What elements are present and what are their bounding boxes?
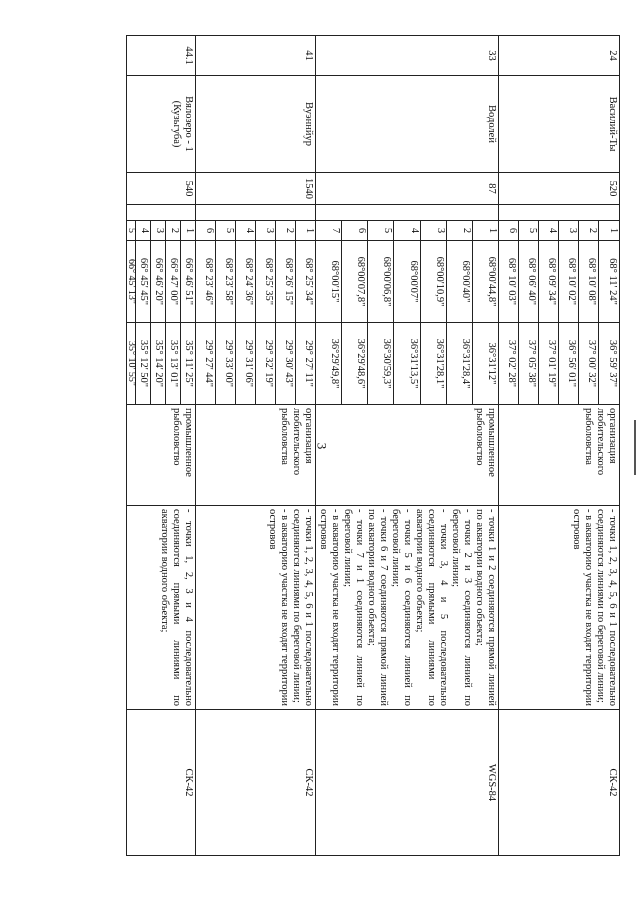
latitude-value: 68° 10' 08" (579, 241, 599, 323)
point-number: 2 (276, 221, 296, 241)
latitude-value: 66° 47' 00" (166, 241, 181, 323)
latitude-value: 68° 23' 58" (216, 241, 236, 323)
boundary-description: - точки 1 и 2 соединяются прямой линией по акватории водного объекта; - точки 2 и 3 соединяются линией по береговой линии; - точки 3, 4 и 5 последовательно соединяются прямыми линиями по акватории водного объекта; - точки 5 и 6 соединяются линией по береговой линии; - точки 6 и 7 соединяются прямой линией по акватории водного объекта; - точки 7 и 1 соединяются линией по береговой линии; - в акваторию участка не входят территории островов (316, 506, 499, 710)
point-number: 6 (499, 221, 519, 241)
point-number: 1 (181, 221, 196, 241)
point-number: 3 (420, 221, 446, 241)
longitude-value: 36°30'59,3" (368, 323, 394, 405)
latitude-value: 68° 25' 35" (256, 241, 276, 323)
latitude-value: 68° 10' 02" (559, 241, 579, 323)
latitude-value: 68°00'44,8" (472, 241, 498, 323)
row-number: 24 (499, 36, 620, 76)
point-number: 4 (394, 221, 420, 241)
point-number: 5 (519, 221, 539, 241)
area-value: 520 (499, 173, 620, 205)
longitude-value: 37° 00' 32" (579, 323, 599, 405)
point-number: 5 (216, 221, 236, 241)
latitude-value: 68° 06' 40" (519, 241, 539, 323)
point-number: 2 (166, 221, 181, 241)
longitude-value: 29° 27' 11" (296, 323, 316, 405)
longitude-value: 37° 05' 38" (519, 323, 539, 405)
row-number: 44.1 (127, 36, 196, 76)
page-number: 3 (314, 442, 330, 450)
longitude-value: 36° 56' 01" (559, 323, 579, 405)
empty-column (499, 205, 620, 221)
point-number: 5 (127, 221, 136, 241)
point-number: 2 (446, 221, 472, 241)
longitude-value: 35° 13' 01" (166, 323, 181, 405)
rotated-table-container (95, 35, 620, 855)
table-row (599, 36, 620, 856)
latitude-value: 68° 25' 34" (296, 241, 316, 323)
point-number: 7 (316, 221, 342, 241)
page-edge-mark (634, 420, 636, 475)
longitude-value: 35° 12' 50" (136, 323, 151, 405)
longitude-value: 36° 59' 37" (599, 323, 620, 405)
row-number: 41 (196, 36, 316, 76)
longitude-value: 29° 33' 00" (216, 323, 236, 405)
point-number: 3 (256, 221, 276, 241)
table-body (127, 36, 620, 856)
longitude-value: 35° 11' 25" (181, 323, 196, 405)
empty-column (316, 205, 499, 221)
longitude-value: 36°31'12" (472, 323, 498, 405)
longitude-value: 37° 01' 19" (539, 323, 559, 405)
point-number: 1 (599, 221, 620, 241)
longitude-value: 29° 31' 06" (236, 323, 256, 405)
point-number: 1 (472, 221, 498, 241)
area-value: 540 (127, 173, 196, 205)
latitude-value: 68° 24' 36" (236, 241, 256, 323)
latitude-value: 68°00'07,8" (342, 241, 368, 323)
longitude-value: 35° 14' 20" (151, 323, 166, 405)
longitude-value: 36°29'48,6" (342, 323, 368, 405)
empty-column (196, 205, 316, 221)
longitude-value: 36°31'13,5" (394, 323, 420, 405)
longitude-value: 29° 32' 19" (256, 323, 276, 405)
table-viewport (95, 35, 620, 855)
latitude-value: 68° 09' 34" (539, 241, 559, 323)
latitude-value: 68° 11' 24" (599, 241, 620, 323)
area-value: 1540 (196, 173, 316, 205)
fishing-purpose: организация любительского рыболовства (499, 405, 620, 506)
latitude-value: 68° 23' 46" (196, 241, 216, 323)
latitude-value: 68° 26' 15" (276, 241, 296, 323)
longitude-value: 29° 27' 44" (196, 323, 216, 405)
longitude-value: 37° 02' 28" (499, 323, 519, 405)
longitude-value: 29° 30' 43" (276, 323, 296, 405)
fishing-areas-table (126, 35, 620, 856)
longitude-value: 36°31'28,1" (420, 323, 446, 405)
water-body-name: Вуэннйур (196, 76, 316, 173)
area-value: 87 (316, 173, 499, 205)
latitude-value: 68°00'06,8" (368, 241, 394, 323)
point-number: 6 (196, 221, 216, 241)
coordinate-system: WGS-84 (316, 710, 499, 856)
boundary-description: - точки 1, 2, 3 и 4 последовательно соединяются прямыми линиями по акватории водного объекта; (127, 506, 196, 710)
longitude-value: 35° 10' 55" (127, 323, 136, 405)
latitude-value: 66° 46' 20" (151, 241, 166, 323)
latitude-value: 68°00'40" (446, 241, 472, 323)
latitude-value: 68°00'10,9" (420, 241, 446, 323)
latitude-value: 66° 45' 45" (136, 241, 151, 323)
point-number: 2 (579, 221, 599, 241)
longitude-value: 36°29'49,8" (316, 323, 342, 405)
fishing-purpose: промышленное рыболовство (316, 405, 499, 506)
fishing-purpose: организация любительского рыболовства (196, 405, 316, 506)
boundary-description: - точки 1, 2, 3, 4, 5, 6 и 1 последовательно соединяются линиями по береговой линии; - в акваторию участка не входят территории островов (196, 506, 316, 710)
water-body-name: Василий-Ты (499, 76, 620, 173)
table-row (472, 36, 498, 856)
latitude-value: 68° 10' 03" (499, 241, 519, 323)
point-number: 1 (296, 221, 316, 241)
coordinate-system: СК-42 (499, 710, 620, 856)
point-number: 3 (151, 221, 166, 241)
row-number: 33 (316, 36, 499, 76)
boundary-description: - точки 1, 2, 3, 4, 5, 6 и 1 последовательно соединяются линиями по береговой линии; - в акваторию участка не входят территории островов (499, 506, 620, 710)
point-number: 5 (368, 221, 394, 241)
coordinate-system: СК-42 (127, 710, 196, 856)
point-number: 4 (136, 221, 151, 241)
latitude-value: 68°00'07" (394, 241, 420, 323)
coordinate-system: СК-42 (196, 710, 316, 856)
longitude-value: 36°31'28,4" (446, 323, 472, 405)
latitude-value: 66° 46' 51" (181, 241, 196, 323)
table-row (181, 36, 196, 856)
point-number: 4 (539, 221, 559, 241)
point-number: 3 (559, 221, 579, 241)
empty-column (127, 205, 196, 221)
fishing-purpose: промышленное рыболовство (127, 405, 196, 506)
water-body-name: Водолей (316, 76, 499, 173)
point-number: 4 (236, 221, 256, 241)
point-number: 6 (342, 221, 368, 241)
table-row (296, 36, 316, 856)
water-body-name: Вялозеро - 1 (Кузьгуба) (127, 76, 196, 173)
latitude-value: 66° 45' 13" (127, 241, 136, 323)
latitude-value: 68°00'15" (316, 241, 342, 323)
